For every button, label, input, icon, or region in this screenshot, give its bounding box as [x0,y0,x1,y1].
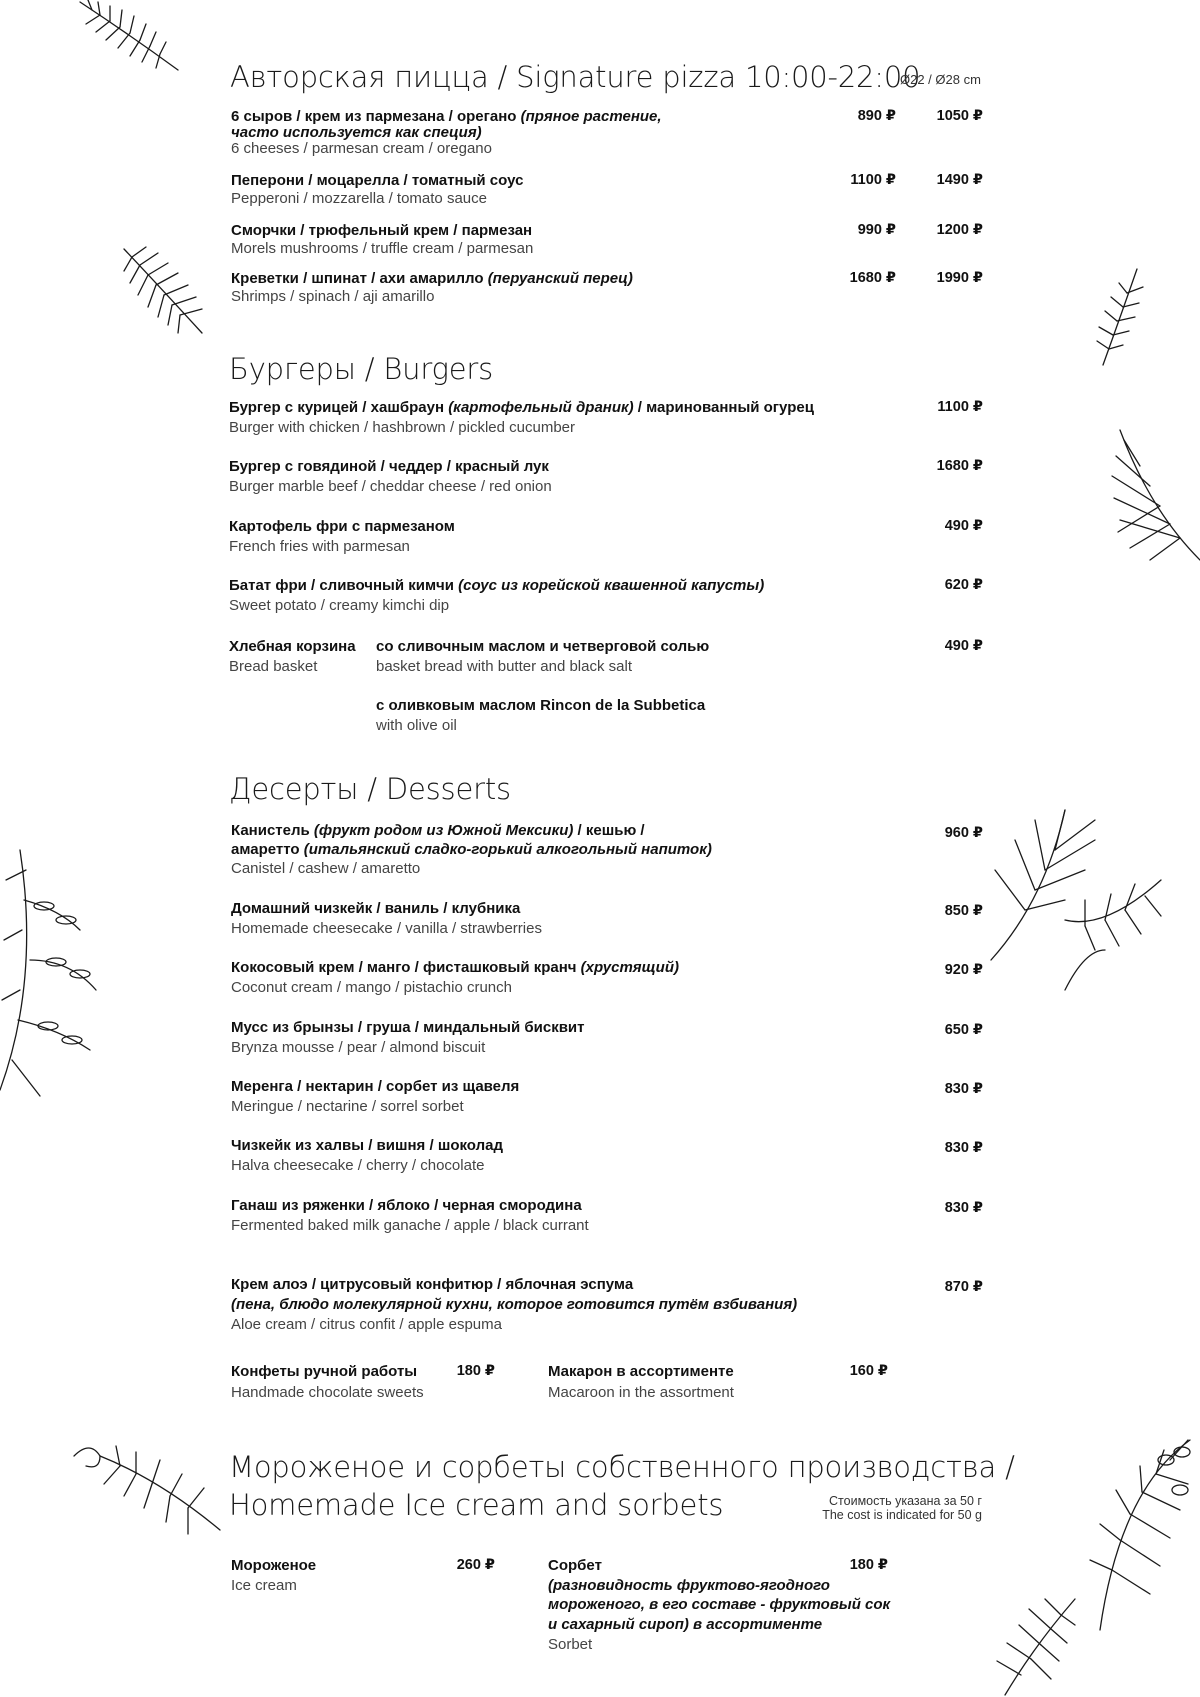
dish-note-ru: (фрукт родом из Южной Мексики) [313,822,574,839]
dish-note-ru: (пена, блюдо молекулярной кухни, которое готовится путём взбивания) [231,1296,798,1313]
price-note-ru: Стоимость указана за 50 г [829,1494,982,1508]
branch-icon [70,1440,230,1540]
dish-name-en: Meringue / nectarine / sorrel sorbet [231,1098,464,1115]
price: 180 ₽ [456,1363,495,1379]
bread-option-ru: со сливочным маслом и четверговой солью [376,638,710,655]
price: 180 ₽ [849,1557,888,1573]
dish-name-ru-tail: / маринованный огурец [637,399,814,416]
dish-name-en: Halva cheesecake / cherry / chocolate [231,1157,485,1174]
price-large: 1200 ₽ [936,222,983,238]
price-small: 990 ₽ [857,222,896,238]
dish-note-ru: мороженого, в его составе - фруктовый сок [548,1596,891,1613]
price: 620 ₽ [944,577,983,593]
price: 1680 ₽ [936,458,983,474]
price: 490 ₽ [944,638,983,654]
dish-name-en: 6 cheeses / parmesan cream / oregano [231,140,492,157]
price-large: 1990 ₽ [936,270,983,286]
dish-note-ru: (хрустящий) [580,959,679,976]
section-title-pizza: Авторская пицца / Signature pizza 10:00-22:00 [230,60,921,94]
dish-name-en: Sweet potato / creamy kimchi dip [229,597,450,614]
price: 850 ₽ [944,903,983,919]
section-title-burgers: Бургеры / Burgers [229,352,494,386]
price-large: 1490 ₽ [936,172,983,188]
dish-name-en: Shrimps / spinach / aji amarillo [231,288,435,305]
palm-leaf-icon [1110,420,1200,570]
dish-name-en: Burger with chicken / hashbrown / pickled cucumber [229,419,575,436]
dish-name-en: Canistel / cashew / amaretto [231,860,421,877]
dish-name-en: Bread basket [229,658,318,675]
dish-name-ru: Хлебная корзина [229,638,356,655]
dish-name-ru: Креветки / шпинат / ахи амарилло [231,270,484,287]
price: 830 ₽ [944,1200,983,1216]
dish-name-ru: Ганаш из ряженки / яблоко / черная смородина [231,1197,582,1214]
dish-note-ru: и сахарный сироп) в ассортименте [548,1616,823,1633]
dish-name-en: Handmade chocolate sweets [231,1384,424,1401]
dish-name-en: Aloe cream / citrus confit / apple espuma [231,1316,502,1333]
dish-name-ru: Канистель [231,822,310,839]
price-small: 1100 ₽ [850,172,896,188]
dish-name-en: Pepperoni / mozzarella / tomato sauce [231,190,487,207]
dish-name-ru: амаретто [231,841,300,858]
dish-name-ru: Домашний чизкейк / ваниль / клубника [231,900,521,917]
fern-leaf-icon [118,245,208,340]
dish-name-ru: Мусс из брынзы / груша / миндальный бисквит [231,1019,585,1036]
dish-name-en: Ice cream [231,1577,297,1594]
dish-name-ru: Сморчки / трюфельный крем / пармезан [231,222,533,239]
dish-name-en: Coconut cream / mango / pistachio crunch [231,979,512,996]
branch-icon [0,840,100,1100]
section-title-desserts: Десерты / Desserts [229,772,511,806]
price: 870 ₽ [944,1279,983,1295]
dish-name-ru: Крем алоэ / цитрусовый конфитюр / яблочная эспума [231,1276,634,1293]
dish-name-ru: Картофель фри с пармезаном [229,518,455,535]
dish-name-ru: Макарон в ассортименте [548,1363,734,1380]
dish-note-ru: (перуанский перец) [487,270,633,287]
dish-note-ru: (разновидность фруктово-ягодного [548,1577,830,1594]
dish-name-en: Macaroon in the assortment [548,1384,734,1401]
dish-name-en: Brynza mousse / pear / almond biscuit [231,1039,486,1056]
fern-leaf-icon [1095,265,1145,370]
dish-name-ru: Мороженое [231,1557,317,1574]
dish-name-ru: Пеперони / моцарелла / томатный соус [231,172,524,189]
dish-note-ru: (картофельный драник) [448,399,634,416]
price: 1100 ₽ [937,399,983,415]
dish-name-ru: Бургер с говядиной / чеддер / красный лук [229,458,549,475]
dish-name-en: Morels mushrooms / truffle cream / parmesan [231,240,534,257]
dish-name-en: French fries with parmesan [229,538,410,555]
dish-name-en: Burger marble beef / cheddar cheese / red onion [229,478,552,495]
price: 490 ₽ [944,518,983,534]
price-note-en: The cost is indicated for 50 g [822,1508,982,1522]
price: 960 ₽ [944,825,983,841]
bread-option-ru: с оливковым маслом Rincon de la Subbetica [376,697,706,714]
price: 830 ₽ [944,1081,983,1097]
dish-note-ru: часто используется как специя) [231,124,482,141]
dish-name-en: Homemade cheesecake / vanilla / strawberries [231,920,542,937]
dish-name-en: Sorbet [548,1636,593,1653]
section-title-icecream: Мороженое и сорбеты собственного производства / [229,1450,1015,1484]
dish-name-ru-tail: / кешью / [577,822,645,839]
pizza-size-note: Ø22 / Ø28 cm [900,72,981,87]
dish-name-ru: Меренга / нектарин / сорбет из щавеля [231,1078,520,1095]
price-large: 1050 ₽ [936,108,983,124]
palm-leaf-icon [985,800,1165,1000]
dish-name-en: Fermented baked milk ganache / apple / black currant [231,1217,589,1234]
dish-name-ru: Кокосовый крем / манго / фисташковый кранч [231,959,577,976]
dish-note-ru: (соус из корейской квашенной капусты) [458,577,765,594]
dish-name-ru: Бургер с курицей / хашбраун [229,399,445,416]
dish-name-ru: Конфеты ручной работы [231,1363,418,1380]
dish-name-ru: Батат фри / сливочный кимчи [229,577,454,594]
price-small: 1680 ₽ [849,270,896,286]
bread-option-en: basket bread with butter and black salt [376,658,632,675]
price: 260 ₽ [456,1557,495,1573]
dish-name-ru: 6 сыров / крем из пармезана / орегано [231,108,517,125]
fern-leaf-icon [70,0,190,80]
branch-icon [1060,1430,1200,1650]
dish-note-ru: (итальянский сладко-горький алкогольный напиток) [303,841,712,858]
price: 160 ₽ [849,1363,888,1379]
price-small: 890 ₽ [857,108,896,124]
price: 830 ₽ [944,1140,983,1156]
price: 920 ₽ [944,962,983,978]
dish-note-ru: (пряное растение, [520,108,662,125]
dish-name-ru: Чизкейк из халвы / вишня / шоколад [231,1137,503,1154]
bread-option-en: with olive oil [376,717,457,734]
dish-name-ru: Сорбет [548,1557,602,1574]
section-title-icecream-en: Homemade Ice cream and sorbets [229,1488,724,1522]
price: 650 ₽ [944,1022,983,1038]
palm-leaf-icon [985,1595,1080,1697]
